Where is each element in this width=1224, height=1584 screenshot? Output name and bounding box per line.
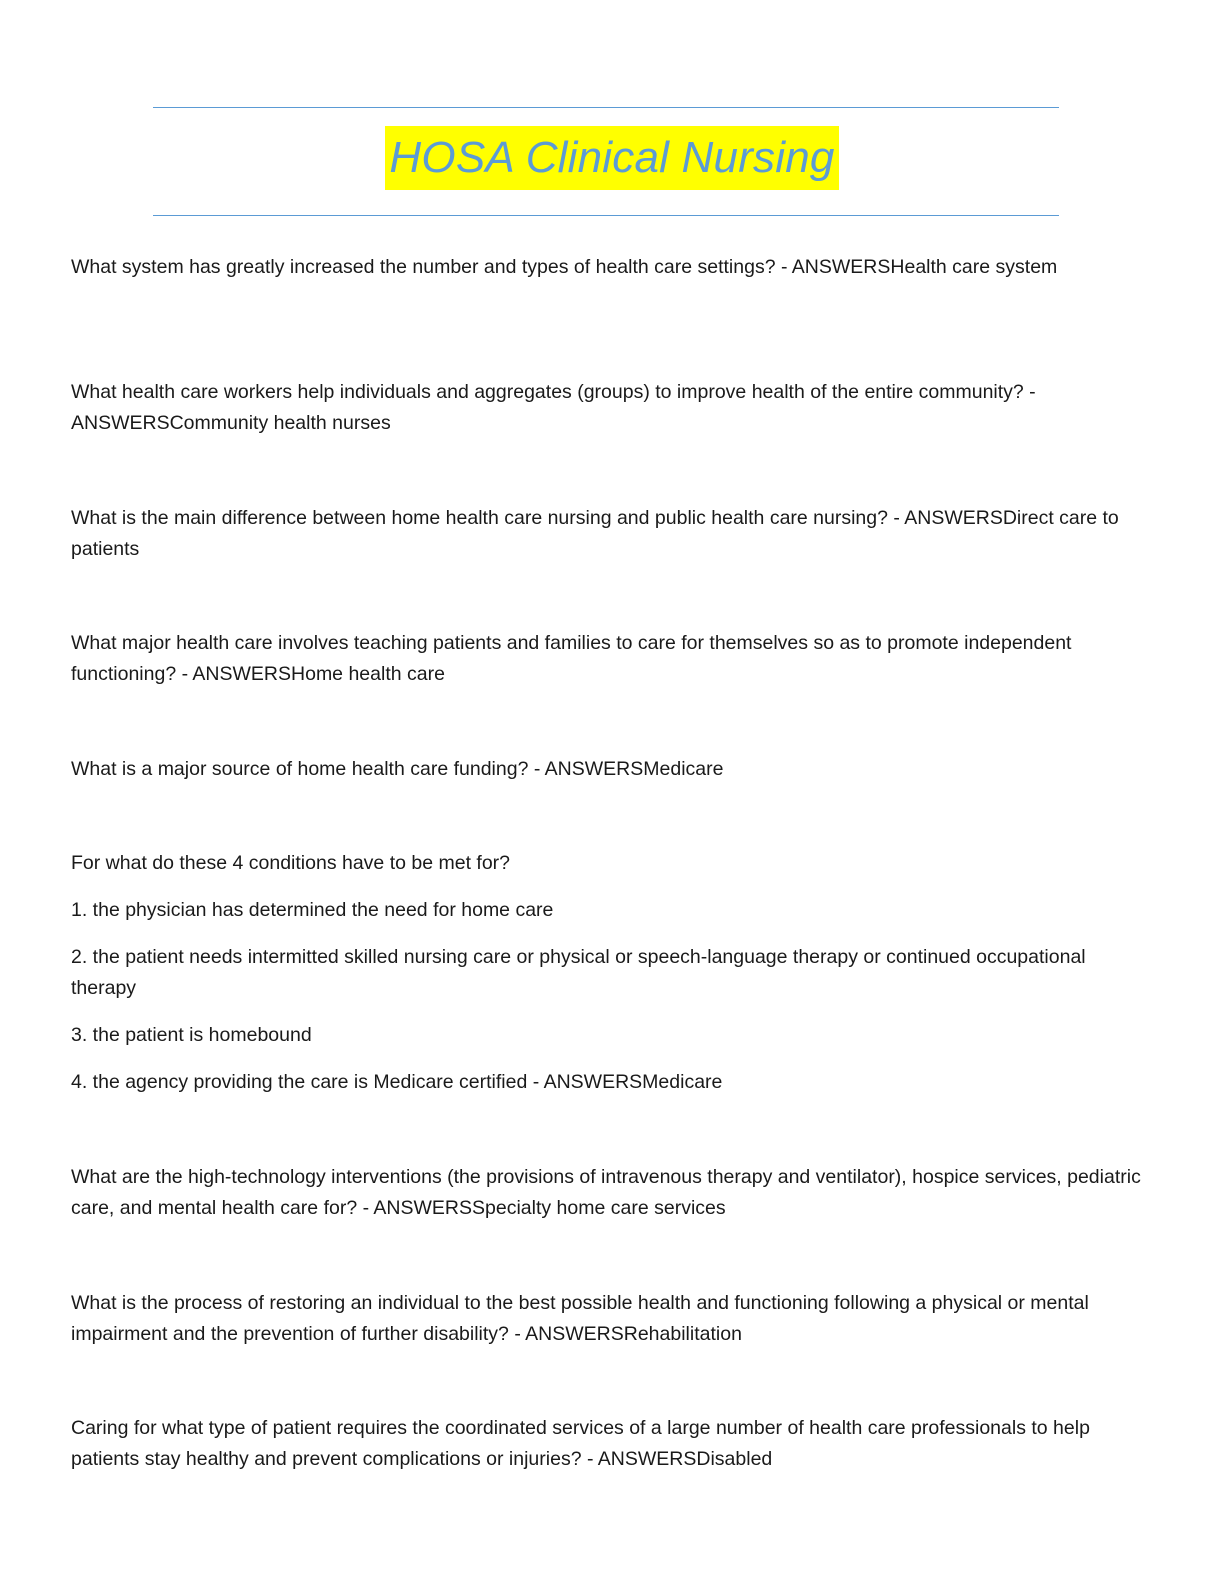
qa-item-8 <box>71 1288 1156 1350</box>
qa-item-5 <box>71 754 1156 785</box>
condition-item-2 <box>71 942 1156 1004</box>
qa-text: What is a major source of home health care funding? - ANSWERSMedicare <box>71 758 724 780</box>
title-bottom-rule <box>153 215 1059 216</box>
qa-text: Caring for what type of patient requires the coordinated services of a large number of health care professionals to help patients stay healthy and prevent complications or injuries? - ANSWERSDisabled <box>71 1417 1090 1470</box>
qa-text: What are the high-technology interventions (the provisions of intravenous therapy and ventilator), hospice services, pediatric care, and mental health care for? - ANSWERSSpecialty home care services <box>71 1166 1141 1219</box>
qa-text: What health care workers help individuals and aggregates (groups) to improve health of the entire community? - ANSWERSCommunity health nurses <box>71 381 1036 434</box>
list-item: 4. the agency providing the care is Medicare certified - ANSWERSMedicare <box>71 1071 723 1093</box>
qa-text: What is the main difference between home health care nursing and public health care nursing? - ANSWERSDirect care to patients <box>71 507 1119 560</box>
title-top-rule <box>153 107 1059 108</box>
qa-item-1 <box>71 252 1156 283</box>
qa-item-6-question <box>71 848 1156 879</box>
qa-text: What is the process of restoring an individual to the best possible health and functioning following a physical or mental impairment and the prevention of further disability? - ANSWERSRehabilitation <box>71 1292 1089 1345</box>
qa-item-3 <box>71 503 1156 565</box>
document-title: HOSA Clinical Nursing <box>385 126 838 190</box>
list-item: 1. the physician has determined the need for home care <box>71 899 554 921</box>
qa-item-4 <box>71 628 1156 690</box>
qa-text: What system has greatly increased the number and types of health care settings? - ANSWERSHealth care system <box>71 256 1058 278</box>
qa-item-7 <box>71 1162 1156 1224</box>
qa-item-9 <box>71 1413 1156 1475</box>
list-item: 2. the patient needs intermitted skilled nursing care or physical or speech-language therapy or continued occupational therapy <box>71 946 1086 999</box>
condition-item-3 <box>71 1020 1156 1051</box>
qa-text: For what do these 4 conditions have to be met for? <box>71 852 511 874</box>
qa-text: What major health care involves teaching patients and families to care for themselves so as to promote independent functioning? - ANSWERSHome health care <box>71 632 1072 685</box>
qa-item-2 <box>71 377 1156 439</box>
condition-item-4 <box>71 1067 1156 1098</box>
title-container <box>0 126 1224 190</box>
list-item: 3. the patient is homebound <box>71 1024 312 1046</box>
condition-item-1 <box>71 895 1156 926</box>
